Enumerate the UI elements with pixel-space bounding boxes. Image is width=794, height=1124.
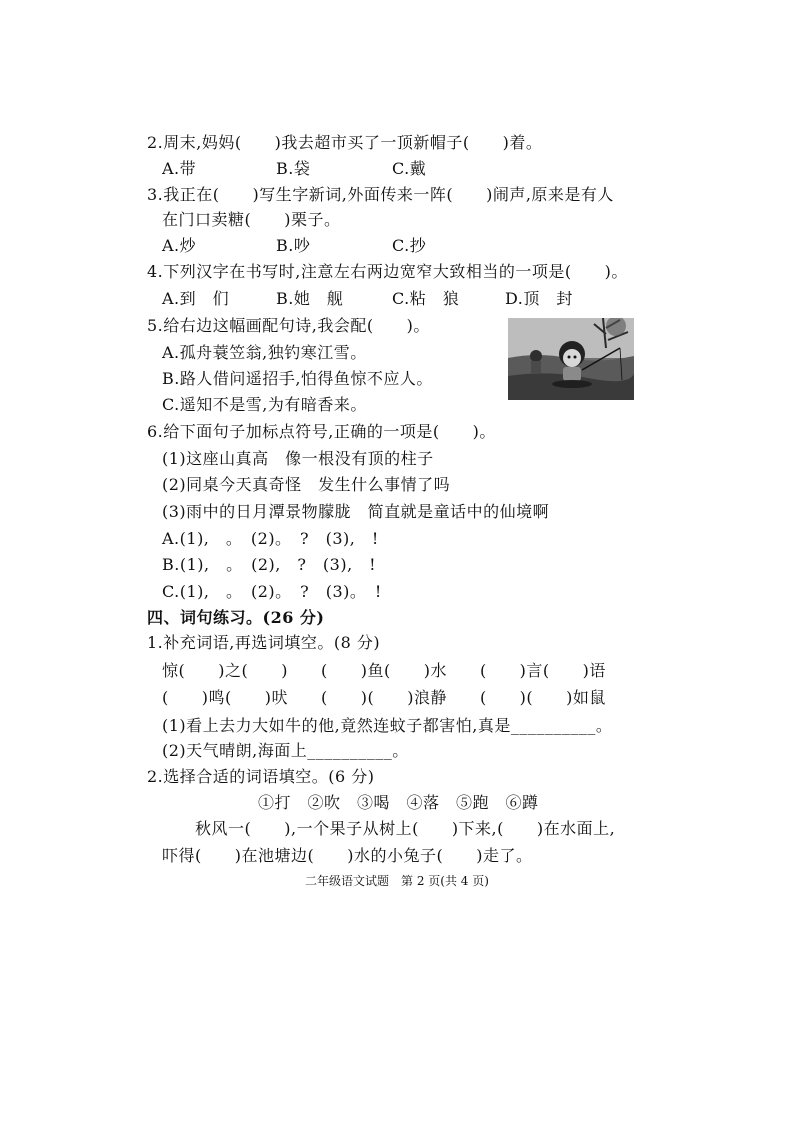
q3-option-a: A.炒 xyxy=(162,236,197,255)
q5-stem: 5.给右边这幅画配句诗,我会配( )。 xyxy=(147,316,430,335)
q6-sentence-2: (2)同桌今天真奇怪 发生什么事情了吗 xyxy=(162,475,451,494)
q6-option-a: A.(1), 。 (2)。 ? (3), ! xyxy=(162,529,379,548)
q4-stem: 4.下列汉字在书写时,注意左右两边宽窄大致相当的一项是( )。 xyxy=(147,262,628,281)
q6-stem: 6.给下面句子加标点符号,正确的一项是( )。 xyxy=(147,422,496,441)
s4-q1-row2: ( )鸣( )吠 ( )( )浪静 ( )( )如鼠 xyxy=(162,688,606,707)
q2-option-a: A.带 xyxy=(162,159,197,178)
s4-q2-stem: 2.选择合适的词语填空。(6 分) xyxy=(147,767,375,786)
q4-option-a: A.到 们 xyxy=(162,289,230,308)
q2-option-c: C.戴 xyxy=(392,159,427,178)
q4-option-c: C.粘 狼 xyxy=(392,289,460,308)
q2-option-b: B.袋 xyxy=(276,159,311,178)
page-footer: 二年级语文试题 第 2 页(共 4 页) xyxy=(305,874,489,888)
s4-q2-line2: 吓得( )在池塘边( )水的小兔子( )走了。 xyxy=(162,846,533,865)
q3-stem-line1: 3.我正在( )写生字新词,外面传来一阵( )闹声,原来是有人 xyxy=(147,185,614,204)
q6-sentence-1: (1)这座山真高 像一根没有顶的柱子 xyxy=(162,449,434,468)
s4-q2-choices: ①打 ②吹 ③喝 ④落 ⑤跑 ⑥蹲 xyxy=(258,793,539,812)
section-4-heading: 四、词句练习。(26 分) xyxy=(147,608,325,627)
q3-option-c: C.抄 xyxy=(392,236,427,255)
q3-option-b: B.吵 xyxy=(276,236,311,255)
q4-option-b: B.她 舰 xyxy=(276,289,344,308)
q6-option-b: B.(1), 。 (2), ? (3), ! xyxy=(162,555,377,574)
s4-q1-row1: 惊( )之( ) ( )鱼( )水 ( )言( )语 xyxy=(162,661,606,680)
q2-stem: 2.周末,妈妈( )我去超市买了一顶新帽子( )着。 xyxy=(147,133,543,152)
q3-stem-line2: 在门口卖糖( )栗子。 xyxy=(162,210,341,229)
q4-option-d: D.顶 封 xyxy=(505,289,573,308)
q5-option-c: C.遥知不是雪,为有暗香来。 xyxy=(162,395,367,414)
q5-option-b: B.路人借问遥招手,怕得鱼惊不应人。 xyxy=(162,369,433,388)
s4-q1-fill1: (1)看上去力大如牛的他,竟然连蚊子都害怕,真是__________。 xyxy=(162,716,613,735)
q5-option-a: A.孤舟蓑笠翁,独钓寒江雪。 xyxy=(162,343,367,362)
s4-q2-line1: 秋风一( ),一个果子从树上( )下来,( )在水面上, xyxy=(162,819,616,838)
s4-q1-stem: 1.补充词语,再选词填空。(8 分) xyxy=(147,633,381,652)
q6-sentence-3: (3)雨中的日月潭景物朦胧 简直就是童话中的仙境啊 xyxy=(162,502,550,521)
q6-option-c: C.(1), 。 (2)。 ? (3)。 ! xyxy=(162,582,382,601)
s4-q1-fill2: (2)天气晴朗,海面上__________。 xyxy=(162,741,409,760)
child-fishing-illustration xyxy=(508,318,634,400)
